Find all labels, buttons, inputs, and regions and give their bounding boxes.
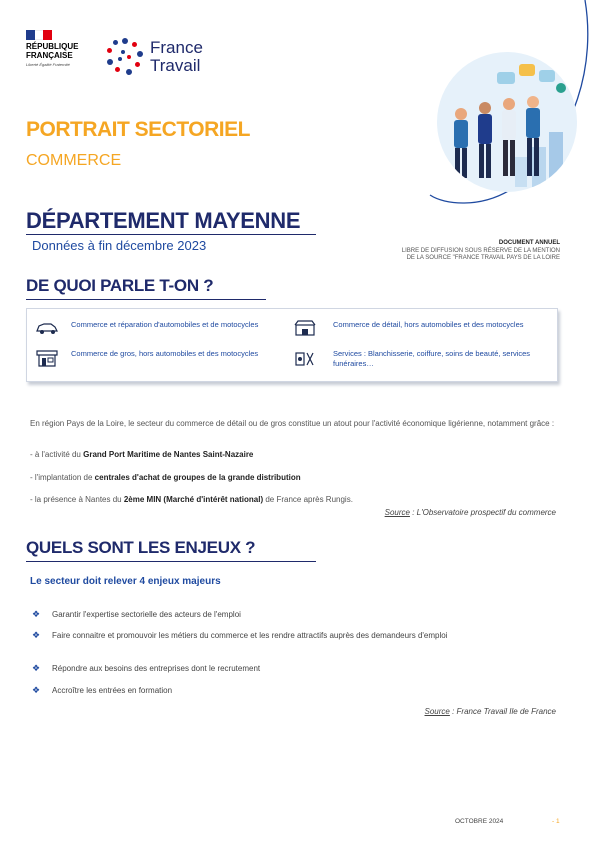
department-heading: DÉPARTEMENT MAYENNE bbox=[26, 208, 301, 233]
list-item: ❖ Accroître les entrées en formation bbox=[32, 685, 173, 695]
shop-front-icon bbox=[35, 349, 59, 367]
point-item: - la présence à Nantes du 2ème MIN (Marché d'intérêt national) de France après Rungis. bbox=[30, 495, 353, 504]
source-note: Source : France Travail Ile de France bbox=[424, 707, 556, 716]
team-people-icon bbox=[437, 52, 577, 192]
retail-icon bbox=[293, 319, 317, 337]
diamond-bullet-icon: ❖ bbox=[32, 663, 41, 673]
diamond-bullet-icon: ❖ bbox=[32, 609, 41, 619]
data-date: Données à fin décembre 2023 bbox=[32, 238, 207, 253]
intro-paragraph: En région Pays de la Loire, le secteur du commerce de détail ou de gros constitue un atout pour l'activité économique ligérienne, notamment grâce : bbox=[30, 419, 555, 428]
business-team-illustration bbox=[437, 52, 577, 192]
activity-label: Commerce de détail, hors automobiles et des motocycles bbox=[333, 320, 524, 329]
doc-note-line1: LIBRE DE DIFFUSION SOUS RÉSERVE DE LA MENTION bbox=[401, 247, 560, 254]
page-subtitle: COMMERCE bbox=[26, 152, 122, 169]
doc-note-line2: DE LA SOURCE "FRANCE TRAVAIL PAYS DE LA LOIRE bbox=[406, 255, 560, 261]
ft-brand-line1: France bbox=[150, 38, 203, 57]
source-note: Source : L'Observatoire prospectif du commerce bbox=[384, 508, 556, 517]
rf-title: RÉPUBLIQUE FRANÇAISE bbox=[26, 42, 79, 60]
doc-note-label: DOCUMENT ANNUEL bbox=[498, 240, 560, 246]
page-title: PORTRAIT SECTORIEL bbox=[26, 118, 250, 141]
point-item: - l'implantation de centrales d'achat de groupes de la grande distribution bbox=[30, 473, 301, 482]
ft-brand-line2: Travail bbox=[150, 56, 201, 75]
france-travail-dots-icon bbox=[104, 36, 146, 78]
section1-heading: DE QUOI PARLE T-ON ? bbox=[26, 276, 214, 295]
point-item: - à l'activité du Grand Port Maritime de Nantes Saint-Nazaire bbox=[30, 450, 254, 459]
section2-rule bbox=[26, 561, 316, 562]
activities-box bbox=[26, 308, 558, 382]
diamond-bullet-icon: ❖ bbox=[32, 685, 41, 695]
section1-rule bbox=[26, 299, 266, 300]
rf-motto: Liberté Égalité Fraternité bbox=[26, 62, 70, 67]
list-item: ❖ Répondre aux besoins des entreprises dont le recrutement bbox=[32, 663, 261, 673]
activity-label: Commerce de gros, hors automobiles et des motocycles bbox=[71, 349, 259, 358]
activity-label: Services : Blanchisserie, coiffure, soins de beauté, services funéraires… bbox=[333, 349, 531, 368]
france-travail-logo bbox=[104, 36, 203, 78]
department-rule bbox=[26, 234, 316, 235]
french-flag-icon bbox=[26, 30, 52, 40]
diamond-bullet-icon: ❖ bbox=[32, 630, 41, 640]
car-icon bbox=[35, 319, 59, 337]
footer-date: OCTOBRE 2024 bbox=[455, 818, 504, 825]
list-item: ❖ Faire connaitre et promouvoir les métiers du commerce et les rendre attractifs auprès des demandeurs d'emploi bbox=[32, 630, 448, 640]
republique-francaise-logo bbox=[26, 30, 96, 67]
list-item: ❖ Garantir l'expertise sectorielle des acteurs de l'emploi bbox=[32, 609, 241, 619]
document-note bbox=[330, 240, 560, 263]
section2-subheading: Le secteur doit relever 4 enjeux majeurs bbox=[30, 576, 221, 587]
activity-label: Commerce et réparation d'automobiles et de motocycles bbox=[71, 320, 259, 329]
page-number: - 1 bbox=[552, 818, 560, 825]
services-icon bbox=[293, 349, 317, 367]
section2-heading: QUELS SONT LES ENJEUX ? bbox=[26, 538, 256, 557]
